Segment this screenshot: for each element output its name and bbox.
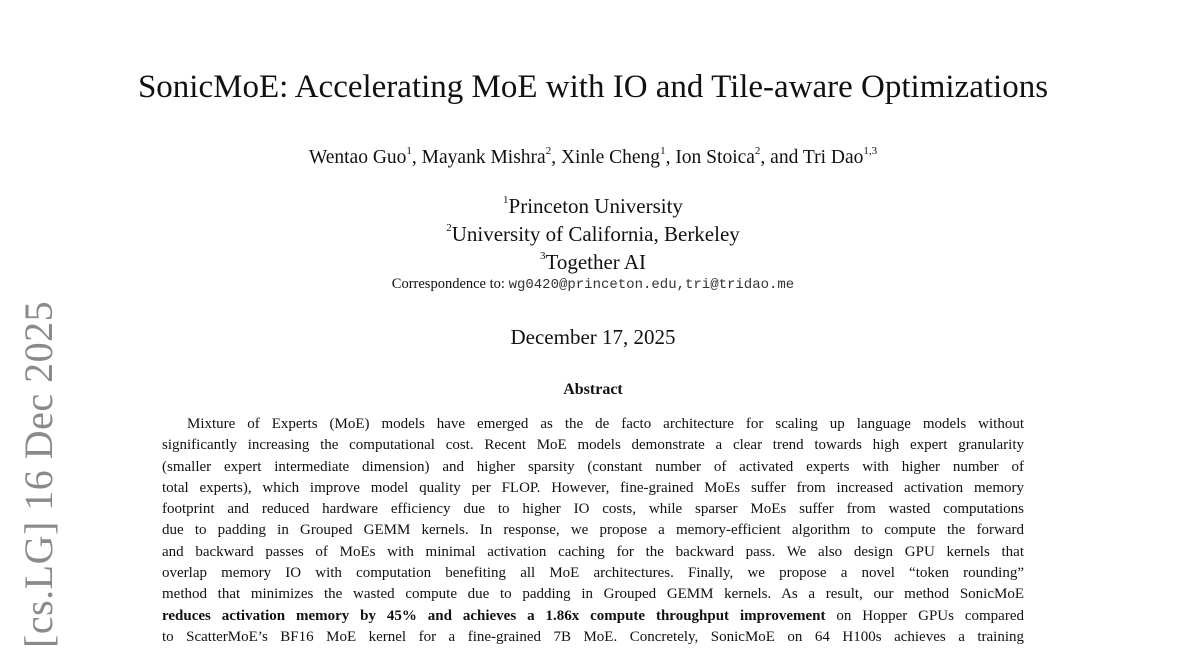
correspondence [0, 276, 1186, 293]
abstract-heading: Abstract [563, 381, 623, 398]
abstract-body [162, 414, 1024, 648]
author-separator: , [411, 147, 422, 168]
abstract-line: to ScatterMoE’s BF16 MoE kernel for a fine-grained 7B MoE. Concretely, SonicMoE on 64 H100s achieves a training [162, 628, 1024, 645]
abstract-line-with-bold [162, 606, 1024, 627]
author-list [0, 147, 1186, 169]
abstract-bold-claim: reduces activation memory by 45% and achieves a 1.86x compute throughput improvement [162, 607, 826, 624]
paper-date: December 17, 2025 [510, 325, 676, 349]
author-name: Tri Dao [802, 147, 864, 168]
affiliation-name: University of California, Berkeley [451, 222, 740, 246]
abstract-line-rest: on Hopper GPUs compared [825, 607, 1024, 624]
correspondence-emails[interactable]: wg0420@princeton.edu,tri@tridao.me [508, 277, 795, 293]
affiliation [0, 194, 1186, 219]
abstract-line: overlap memory IO with computation benefiting all MoE architectures. Finally, we propose a novel “token rounding” [162, 565, 1024, 582]
arxiv-side-stamp: [cs.LG] 16 Dec 2025 [16, 300, 61, 648]
abstract-line: method that minimizes the wasted compute due to padding in Grouped GEMM kernels. As a result, our method SonicMoE [162, 586, 1024, 603]
affiliation-mark: 1 [503, 194, 509, 206]
affiliation-name: Princeton University [508, 194, 683, 218]
author-separator: , and [760, 147, 803, 168]
author-affiliation-mark: 1 [406, 145, 412, 157]
author-name: Wentao Guo [308, 147, 407, 168]
author-affiliation-mark: 1,3 [863, 145, 878, 157]
affiliation-mark: 2 [446, 222, 452, 234]
author-affiliation-mark: 2 [754, 145, 761, 157]
abstract-line: and backward passes of MoEs with minimal activation caching for the backward pass. We also design GPU kernels that [162, 543, 1024, 560]
paper-title: SonicMoE: Accelerating MoE with IO and Tile-aware Optimizations [137, 69, 1049, 105]
affiliation-name: Together AI [545, 250, 647, 274]
abstract-line: significantly increasing the computational cost. Recent MoE models demonstrate a clear trend towards high expert granularity [162, 437, 1024, 454]
affiliation [0, 222, 1186, 247]
abstract-line: (smaller expert intermediate dimension) and higher sparsity (constant number of activated experts with higher number of [162, 458, 1024, 475]
abstract-line: due to padding in Grouped GEMM kernels. In response, we propose a memory-efficient algorithm to compute the forward [162, 522, 1024, 539]
affiliation-mark: 3 [539, 250, 546, 262]
author-name: Xinle Cheng [560, 147, 661, 168]
abstract-line: Mixture of Experts (MoE) models have emerged as the de facto architecture for scaling up language models without [187, 416, 1024, 432]
abstract-line: footprint and reduced hardware efficiency due to higher IO costs, while sparser MoEs suffer from wasted computations [162, 501, 1024, 518]
author-separator: , [551, 147, 561, 168]
affiliation [0, 250, 1186, 275]
correspondence-label: Correspondence to: [391, 276, 509, 292]
author-name: Mayank Mishra [421, 147, 546, 168]
author-separator: , [665, 147, 676, 168]
author-affiliation-mark: 1 [660, 145, 666, 157]
abstract-line: total experts), which improve model quality per FLOP. However, fine-grained MoEs suffer from increased activation memory [162, 479, 1024, 496]
author-affiliation-mark: 2 [545, 145, 552, 157]
author-name: Ion Stoica [675, 147, 755, 168]
